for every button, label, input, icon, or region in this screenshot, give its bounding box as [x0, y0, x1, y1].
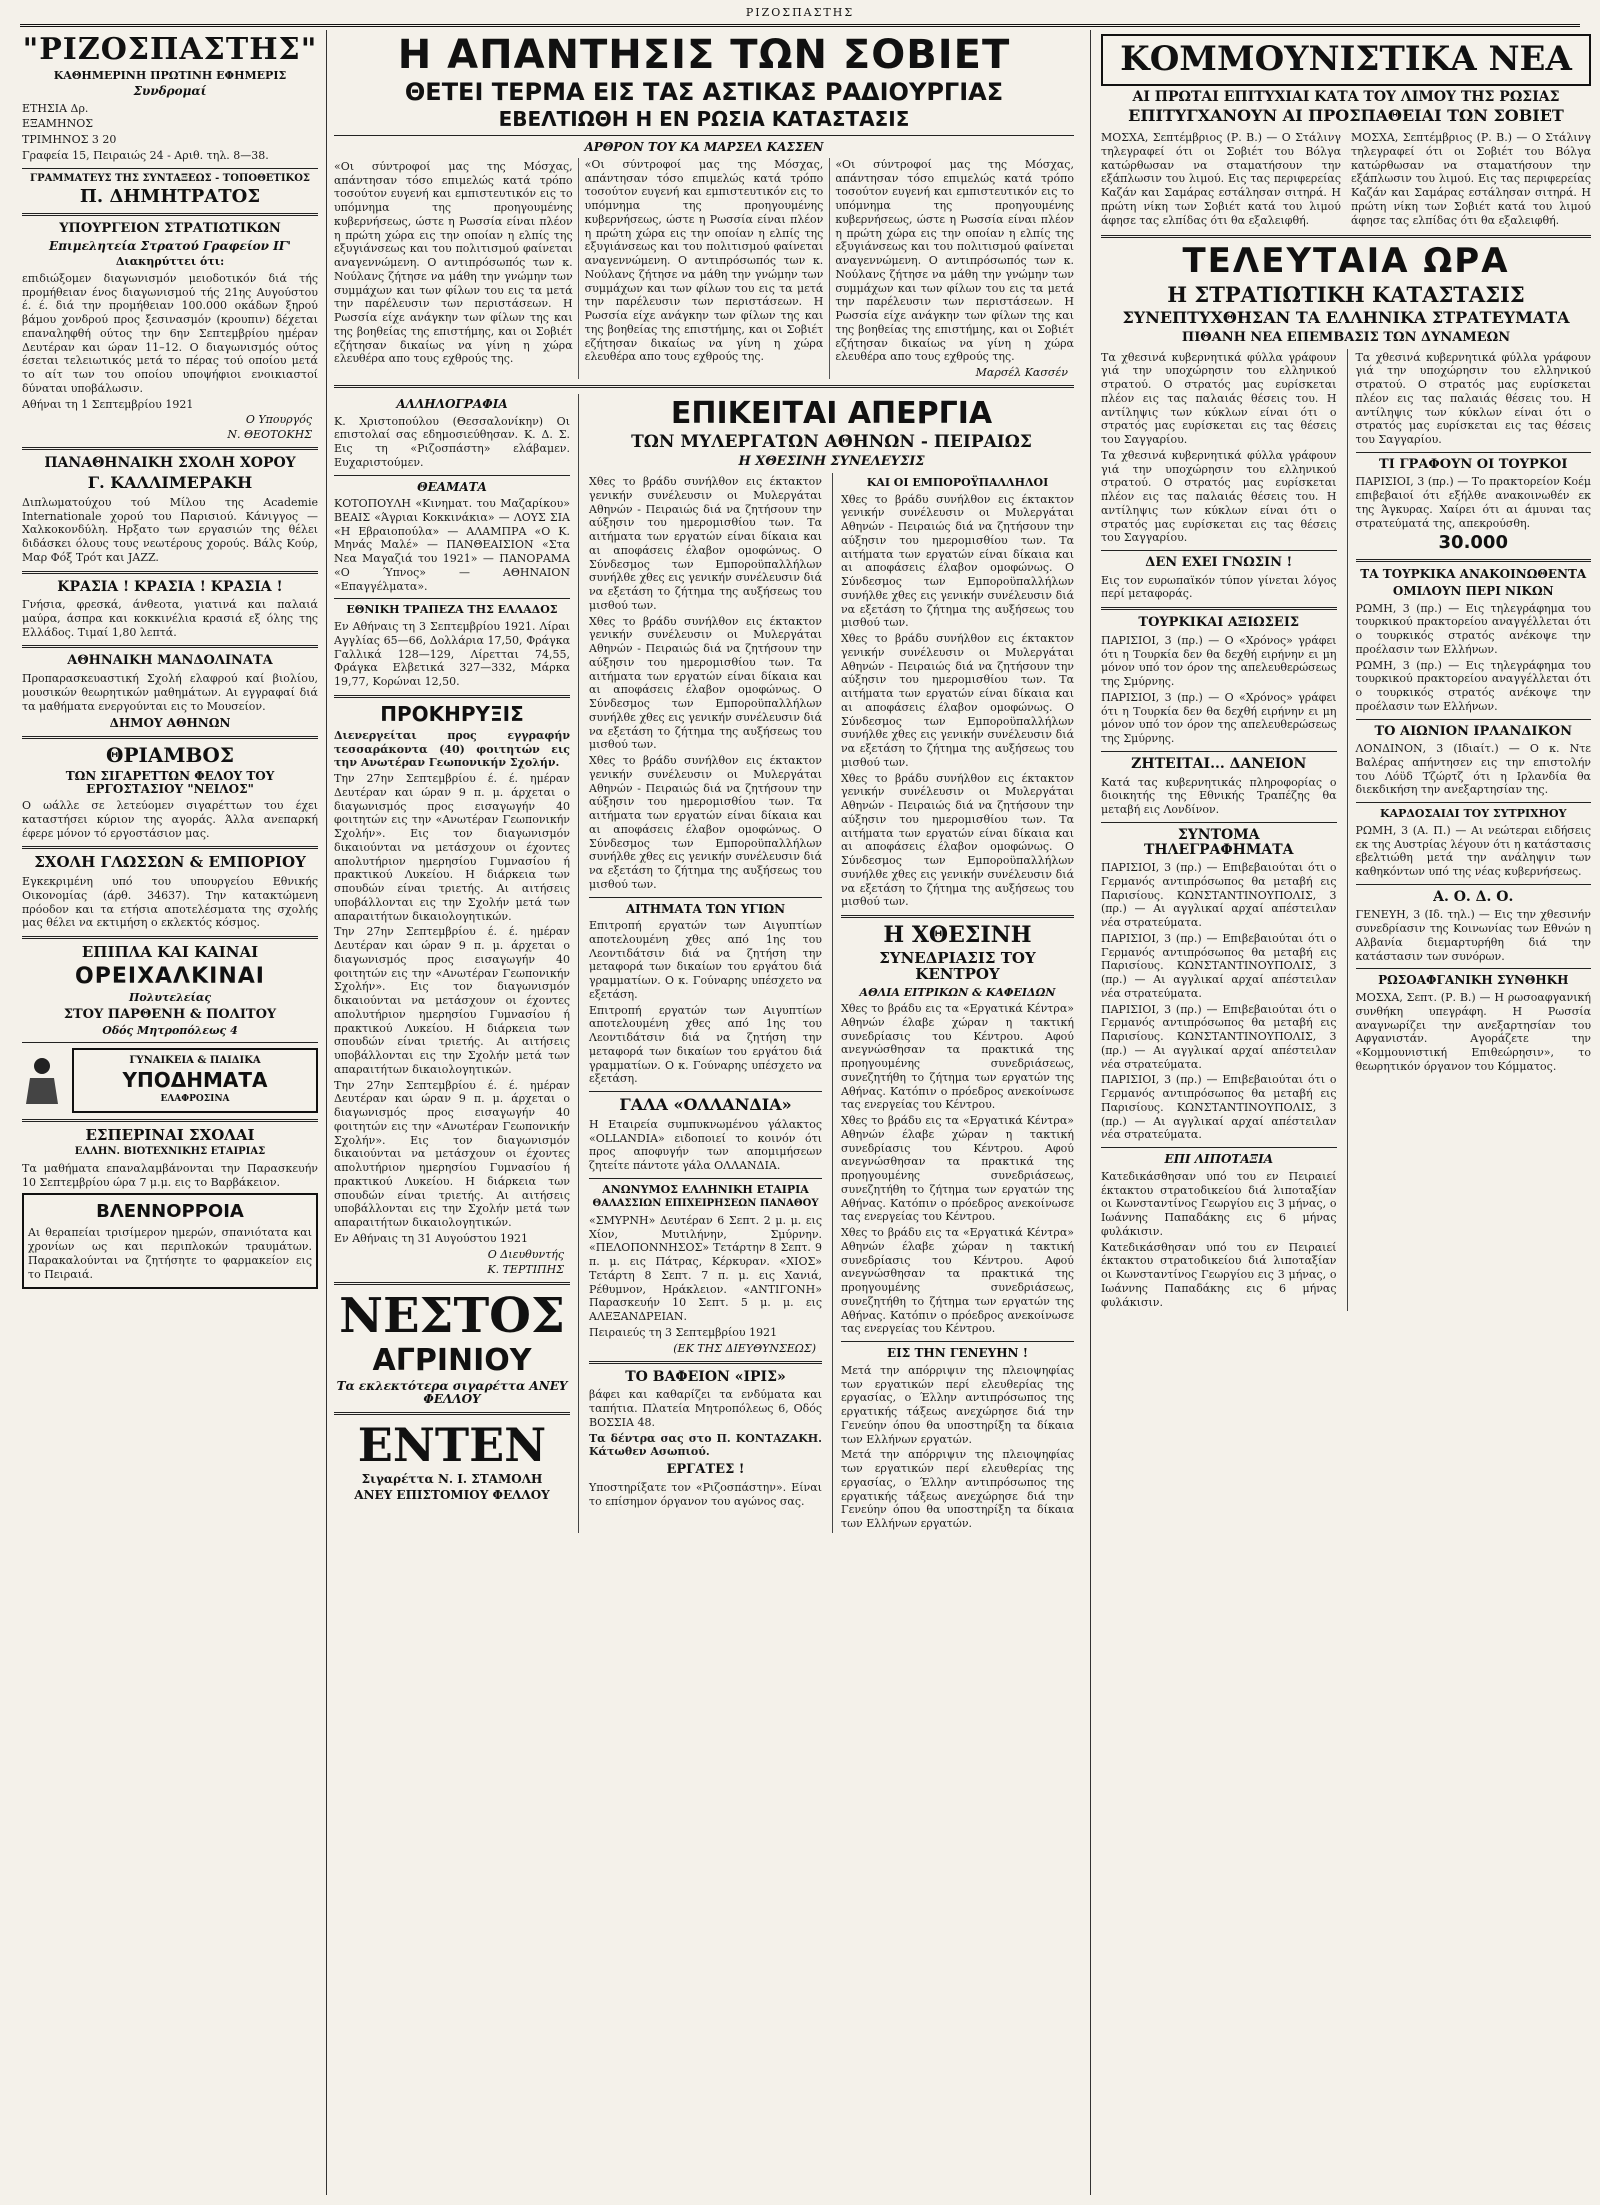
communist-news-box [1101, 34, 1591, 86]
communist-news-title: ΚΟΜΜΟΥΝΙΣΤΙΚΑ ΝΕΑ [1120, 39, 1572, 79]
turkish-claims-title: ΤΟΥΡΚΙΚΑΙ ΑΞΙΩΣΕΙΣ [1138, 615, 1300, 631]
turkish-claims-text: ΠΑΡΙΣΙΟΙ, 3 (πρ.) — Ο «Χρόνος» γράφει ότι η Τουρκία δεν θα δεχθή ειρήνην ει μη μόνον υπό τον όρον της απελευθερώσεως της Σμύρνης. [1101, 633, 1337, 689]
theatre-text: ΚΟΤΟΠΟΥΛΗ «Κινηματ. του Μαζαρίκου» ΒΕΑΙΣ «Άγριαι Κοκκινάκια» — ΛΟΥΣ ΣΙΑ «Η Εβραιοπούλα» — ΑΛΑΜΠΡΑ «Ο Κ. Μηνάς Μαλέ» — ΠΑΝΘΕΑΙΣΙΟΝ «Στα Νεα Μαγαζιά του 1921» — ΠΑΝΟΡΑΜΑ «Ο Ύπνος» — ΑΘΗΝΑΙΟΝ «Επαγγέλματα». [334, 497, 570, 593]
rate-line: Γραφεία 15, Πειραιώς 24 - Αριθ. τηλ. 8—38. [22, 148, 269, 162]
lead-article-text: «Οι σύντροφοί μας της Μόσχας, απάντησαν τόσο επιμελώς κατά τρόπο τοσούτον ευγενή και εμπιστευτικόν εις το υπόμνημα της προηγουμένης κυβερνήσεως, ώστε η Ρωσσία είναι πλέον η πρώτη χώρα εις την οποίαν η ελπίς της εξυγιάνσεως και του πολιτισμού φαίνεται αναγεννώμενη. Ο αντιπρόσωπός των κ. Νούλανς ζήτησε να μάθη την γνώμην των συμμάχων και των φίλων του εις τα μετά την παρέλευσιν των περιστάσεων. Η Ρωσσία είχε ανάγκην των φίλων της και της βοηθείας της επιστήμης, και οι Σοβιέτ εζήτησαν δικαίως να γίνη η χώρα ελευθέρα απο τους εχθρούς της. [835, 157, 1074, 364]
prok-title: ΠΡΟΚΗΡΥΞΙΣ [380, 701, 524, 726]
lang-school-text: Εγκεκριμένη υπό του υπουργείου Εθνικής Οικονομίας (άρθ. 34637). Την κατακτώμενη πρόοδον και τα ετήσια αποτελέσματα της σχολής μας θέλει να εκτιμήση ο εκλεκτός κόσμος. [22, 875, 318, 930]
loan-title: ΖΗΤΕΙΤΑΙ... ΔΑΝΕΙΟΝ [1131, 755, 1307, 772]
evening-title: ΕΣΠΕΡΙΝΑΙ ΣΧΟΛΑΙ [85, 1125, 255, 1144]
soviet-treaty-title: ΡΩΣΟΑΦΓΑΝΙΚΗ ΣΥΝΘΗΚΗ [1378, 973, 1569, 988]
right-subcol-b [1347, 349, 1592, 1312]
mandolin-text: Προπαρασκευαστική Σχολή ελαφρού καί βιολίου, μουσικών θεωρητικών μαθημάτων. Αι εγγραφαί διά τα μαθήματα ενεργούνται εις το Μουσείον. [22, 672, 318, 713]
rate-line: ΕΤΗΣΙΑ Δρ. [22, 101, 89, 115]
turkish-figure: 30.000 [1438, 532, 1508, 554]
page-masthead: ΡΙΖΟΣΠΑΣΤΗΣ [20, 6, 1580, 27]
dye-title: ΤΟ ΒΑΦΕΙΟΝ «ΙΡΙΣ» [625, 1368, 786, 1385]
sell-text: Τα δέντρα σας στο Π. ΚΟΝΤΑΖΑΚΗ. Κάτωθεν Ασωπιού. [589, 1431, 822, 1459]
center-subcol-bc [589, 394, 1074, 1533]
prok-sign: Ο Διευθυντής [487, 1247, 564, 1261]
triumph-text: Ο ωάλλε σε λετεύομεν σιγαρέττων του έχει καταστήσει κύριον της αγοράς. Άλλα ανεπαρκή έφερε μόνον τό εργοστάσιον μας. [22, 799, 318, 840]
left-column [22, 30, 327, 2195]
ship-text: «ΣΜΥΡΝΗ» Δευτέραν 6 Σεπτ. 2 μ. μ. εις Χίον, Μυτιλήνην, Σμύρνην. «ΠΕΛΟΠΟΝΝΗΣΟΣ» Τετάρτην 8 Σεπτ. 9 π. μ. εις Πάτρας, Κέρκυραν. «ΧΙΟΣ» Τετάρτη 8 Σεπτ. 7 π. μ. εις Χανιά, Ρέθυμνον, Ηράκλειον. «ΑΝΤΙΓΟΝΗ» Παρασκευήν 10 Σεπτ. 5 μ. μ. εις ΑΛΕΞΑΝΔΡΕΙΑΝ. [589, 1213, 822, 1324]
military-text: Τα χθεσινά κυβερνητικά φύλλα γράφουν γιά την υποχώρησιν του ελληνικού στρατού. Ο στρατός μας ευρίσκεται πλέον εις τας παλαιάς θέσεις του. Η αντίληψις των κύκλων είναι ότι ο στρατός μας ευρίσκεται εις τας θέσεις του Σαγγαρίου. [1101, 448, 1337, 545]
demand-text: Επιτροπή εργατών των Αιγυπτίων αποτελουμένη χθες από 1ης του Λεοντιδάτσιν διά να ζητήση την μεταφορά των δικαίων του εργάτου διά γραμματίων. Ο κ. Γούναρης υπέσχετο να εξετάση. [589, 919, 822, 1001]
dye-text: βάφει και καθαρίζει τα ενδύματα και ταπήτια. Πλατεία Μητροπόλεως 6, Οδός ΒΟΣΣΙΑ 48. [589, 1388, 822, 1429]
austria-title: ΚΑΡΔΟΣΑΙΑΙ ΤΟΥ ΣΥΤΡΙΧΗΟΥ [1380, 807, 1567, 821]
main-headline: Η ΑΠΑΝΤΗΣΙΣ ΤΩΝ ΣΟΒΙΕΤ [397, 32, 1011, 78]
main-subheadline: ΘΕΤΕΙ ΤΕΡΜΑ ΕΙΣ ΤΑΣ ΑΣΤΙΚΑΣ ΡΑΔΙΟΥΡΓΙΑΣ [404, 78, 1004, 106]
article-byline: ΑΡΘΡΟΝ ΤΟΥ ΚΑ ΜΑΡΣΕΛ ΚΑΣΣΕΝ [584, 140, 824, 155]
nestos-place: ΑΓΡΙΝΙΟΥ [372, 1342, 532, 1378]
prok-sub: Διενεργείται προς εγγραφήν τεσσαράκοντα (40) φοιτητών εις την Ανωτέραν Γεωπονικήν Σχολήν. [334, 728, 570, 770]
turkish-text: ΠΑΡΙΣΙΟΙ, 3 (πρ.) — Το πρακτορείον Κοέμ επιβεβαιοί ότι εξήλθε ανακοινωθέν εκ της Άγκυρας. Χαίρει ότι αι άμυναι τας στρατεύματά της, απεκρούσθη. [1355, 475, 1591, 530]
center-subcol-a [334, 394, 579, 1533]
strike-text: Χθες το βράδυ συνήλθον εις έκτακτον γενικήν συνέλευσιν οι Μυλεργάται Αθηνών - Πειραιώς διά να ζητήσουν την αύξησιν του ημερομισθίου των. Τα αιτήματα των εργατών είναι δίκαια και αι αποφάσεις έλαβον ομοφώνως. Ο Σύνδεσμος των Εμποροϋπαλλήλων συνήλθε χθες εις γενικήν συνέλευσιν διά να εξετάση το ζήτημα της αυξήσεως του μισθού των. [841, 632, 1074, 769]
strike-col-2 [832, 473, 1074, 1533]
right-column [1090, 30, 1591, 2195]
shoes-big: ΥΠΟΔΗΜΑΤΑ [122, 1068, 268, 1093]
desertion-text: Κατεδικάσθησαν υπό του εν Πειραιεί έκτακτου στρατοδικείου διά λιποταξίαν οι Κωνσταντίνος Γεωργίου εις 3 μήνας, ο Ιωάννης Παπαδάκης εις 6 μήνας φυλάκισιν. [1101, 1169, 1337, 1238]
paper-subtitle: ΚΑΘΗΜΕΡΙΝΗ ΠΡΩΤΙΝΗ ΕΦΗΜΕΡΙΣ [53, 68, 287, 82]
strike-text: Χθες το βράδυ συνήλθον εις έκτακτον γενικήν συνέλευσιν οι Μυλεργάται Αθηνών - Πειραιώς διά να ζητήσουν την αύξησιν του ημερομισθίου των. Τα αιτήματα των εργατών είναι δίκαια και αι αποφάσεις έλαβον ομοφώνως. Ο Σύνδεσμος των Εμποροϋπαλλήλων συνήλθε χθες εις γενικήν συνέλευσιν διά να εξετάση το ζήτημα της αυξήσεως του μισθού των. [841, 771, 1074, 909]
ministry-sub2: Διακηρύττει ότι: [115, 255, 225, 269]
triumph-title: ΘΡΙΑΜΒΟΣ [106, 742, 234, 767]
telegrams-text: ΠΑΡΙΣΙΟΙ, 3 (πρ.) — Επιβεβαιούται ότι ο Γερμανός αντιπρόσωπος θα μεταβή εις Παρισίους. ΚΩΝΣΤΑΝΤΙΝΟΥΠΟΛΙΣ, 3 (πρ.) — Αι αγγλικαί αρχαί απέστειλαν νέα στρατεύματα. [1101, 1073, 1337, 1142]
medical-title: ΒΛΕΝΝΟΡΡΟΙΑ [96, 1201, 244, 1223]
ship-date: Πειραιεύς τη 3 Σεπτεμβρίου 1921 [589, 1325, 778, 1339]
ministry-date: Αθήναι τη 1 Σεπτεμβρίου 1921 [22, 397, 194, 411]
strike-meeting-title: Η ΧΘΕΣΙΝΗ ΣΥΝΕΛΕΥΣΙΣ [738, 454, 925, 470]
military-text: Τα χθεσινά κυβερνητικά φύλλα γράφουν γιά την υποχώρησιν του ελληνικού στρατού. Ο στρατός μας ευρίσκεται πλέον εις τας παλαιάς θέσεις του. Η αντίληψις των κύκλων είναι ότι ο στρατός μας ευρίσκεται εις τας θέσεις του Σαγγαρίου. [1101, 350, 1337, 447]
lead-article-text: «Οι σύντροφοί μας της Μόσχας, απάντησαν τόσο επιμελώς κατά τρόπο τοσούτον ευγενή και εμπιστευτικόν εις το υπόμνημα της προηγουμένης κυβερνήσεως, ώστε η Ρωσσία είναι πλέον η πρώτη χώρα εις την οποίαν η ελπίς της εξυγιάνσεως και του πολιτισμού φαίνεται αναγεννώμενη. Ο αντιπρόσωπός των κ. Νούλανς ζήτησε να μάθη την γνώμην των συμμάχων και των φίλων του εις τα μετά την παρέλευσιν των περιστάσεων. Η Ρωσσία είχε ανάγκην των φίλων της και της βοηθείας της επιστήμης, και οι Σοβιέτ εζήτησαν δικαίως να γίνη η χώρα ελευθέρα απο τους εχθρούς της. [334, 159, 573, 366]
enten-maker: Σιγαρέττα Ν. Ι. ΣΤΑΜΟΛΗ [361, 1471, 543, 1486]
meeting-sub: ΑΘΛΙΑ ΕΙΤΡΙΚΩΝ & ΚΑΦΕΙΔΩΝ [859, 985, 1056, 999]
strike-subheadline: ΤΩΝ ΜΥΛΕΡΓΑΤΩΝ ΑΘΗΝΩΝ - ΠΕΙΡΑΙΩΣ [631, 431, 1032, 452]
turkish-claims-text: ΠΑΡΙΣΙΟΙ, 3 (πρ.) — Ο «Χρόνος» γράφει ότι η Τουρκία δεν θα δεχθή ειρήνην ει μη μόνον υπό τον όρον της απελευθερώσεως της Σμύρνης. [1101, 690, 1337, 746]
irish-text: ΛΟΝΔΙΝΟΝ, 3 (Ιδιαίτ.) — Ο κ. Ντε Βαλέρας απήντησεν εις την επιστολήν του Λόϋδ Τζώρτζ ότι η Ιρλανδία θα διεκδικήση την ανεξαρτησίαν της. [1355, 742, 1591, 797]
lead-article-sign: Μαρσέλ Κασσέν [975, 366, 1068, 380]
soviet-treaty-text: ΜΟΣΧΑ, Σεπτ. (Ρ. Β.) — Η ρωσοαφγανική συνθήκη υπεγράφη. Η Ρωσσία αναγνωρίζει την ανεξαρτησίαν του Αφγανιστάν. Αγοράζετε την «Κομμουνιστική Επιθεώρησιν», το θεωρητικόν όργανον του Κόμματος. [1355, 991, 1591, 1073]
demand-text: Επιτροπή εργατών των Αιγυπτίων αποτελουμένη χθες από 1ης του Λεοντιδάτσιν διά να ζητήση την μεταφορά των δικαίων του εργάτου διά γραμματίων. Ο κ. Γούναρης υπέσχετο να εξετάση. [589, 1003, 822, 1086]
evening-sub: ΕΛΛΗΝ. ΒΙΟΤΕΧΝΙΚΗΣ ΕΤΑΙΡΙΑΣ [74, 1146, 266, 1158]
meeting-text: Χθες το βράδυ εις τα «Εργατικά Κέντρα» Αθηνών έλαβε χώραν η τακτική συνεδρίασις του Κέντρου. Αφού ανεγνώσθησαν τα πρακτικά της προηγουμένης συνεδριάσεως, συνεζητήθη το ζήτημα των εργατών της Αθήνας. Κατόπιν ο πρόεδρος ανεκοίνωσε τας ενεργείας του Κέντρου. [841, 1114, 1074, 1224]
strike-text: Χθες το βράδυ συνήλθον εις έκτακτον γενικήν συνέλευσιν οι Μυλεργάται Αθηνών - Πειραιώς διά να ζητήσουν την αύξησιν του ημερομισθίου των. Τα αιτήματα των εργατών είναι δίκαια και αι αποφάσεις έλαβον ομοφώνως. Ο Σύνδεσμος των Εμποροϋπαλλήλων συνήλθε χθες εις γενικήν συνέλευσιν διά να εξετάση το ζήτημα της αυξήσεως του μισθού των. [841, 492, 1074, 630]
notes-title: ΑΛΛΗΛΟΓΡΑΦΙΑ [396, 397, 508, 412]
furniture-shop: ΣΤΟΥ ΠΑΡΘΕΝΗ & ΠΟΛΙΤΟΥ [63, 1006, 277, 1022]
rate-line: ΕΞΑΜΗΝΟΣ [22, 117, 93, 131]
furniture-address: Οδός Μητροπόλεως 4 [102, 1024, 238, 1038]
last-hour-title: ΤΕΛΕΥΤΑΙΑ ΩΡΑ [1182, 241, 1510, 282]
irish-title: ΤΟ ΑΙΩΝΙΟΝ ΙΡΛΑΝΔΙΚΟΝ [1374, 723, 1573, 739]
military-sub2: ΠΙΘΑΝΗ ΝΕΑ ΕΠΕΜΒΑΣΙΣ ΤΩΝ ΔΥΝΑΜΕΩΝ [1181, 329, 1511, 345]
theatre-title: ΘΕΑΜΑΤΑ [417, 479, 487, 494]
ship-sub: ΘΑΛΑΣΣΙΩΝ ΕΠΙΧΕΙΡΗΣΕΩΝ ΠΑΝΑΘΟΥ [592, 1198, 819, 1210]
loan-text: Κατά τας κυβερνητικάς πληροφορίας ο διοικητής της Εθνικής Τραπέζης θα μεταβή εις Λονδίνον. [1101, 775, 1337, 817]
wine-title: ΚΡΑΣΙΑ ! ΚΡΑΣΙΑ ! ΚΡΑΣΙΑ ! [57, 578, 283, 595]
turkish-report-sub: ΟΜΙΛΟΥΝ ΠΕΡΙ ΝΙΚΩΝ [1392, 583, 1554, 598]
dance-title: ΠΑΝΑΘΗΝΑΙΚΗ ΣΧΟΛΗ ΧΟΡΟΥ [44, 455, 296, 472]
furniture-big: ΟΡΕΙΧΑΛΚΙΝΑΙ [75, 963, 265, 989]
telegrams-text: ΠΑΡΙΣΙΟΙ, 3 (πρ.) — Επιβεβαιούται ότι ο Γερμανός αντιπρόσωπος θα μεταβή εις Παρισίους. ΚΩΝΣΤΑΝΤΙΝΟΥΠΟΛΙΣ, 3 (πρ.) — Αι αγγλικαί αρχαί απέστειλαν νέα στρατεύματα. [1101, 861, 1337, 930]
paper-title: "ΡΙΖΟΣΠΑΣΤΗΣ" [22, 32, 318, 67]
prok-text: Την 27ην Σεπτεμβρίου έ. έ. ημέραν Δευτέραν και ώραν 9 π. μ. άρχεται ο διαγωνισμός προς εισαγωγήν 40 φοιτητών εις την «Ανωτέραν Γεωπονικήν Σχολήν». Εις τον διαγωνισμόν δικαιούνται να μετάσχουν οι έχοντες απολυτήριον ημερησίου Γυμνασίου ή πρακτικού Λυκείου. Η διάρκεια των σπουδών είναι τριετής. Αι αιτήσεις υποβάλλονται εις την Σχολήν μετά των απαραιτήτων δικαιολογητικών. [334, 925, 570, 1076]
aodo-title: Α. Ο. Δ. Ο. [1433, 888, 1514, 905]
subscription-label: Συνδρομαί [133, 84, 207, 99]
notes-text: Κ. Χριστοπούλου (Θεσσαλονίκην) Οι επιστολαί σας εδημοσιεύθησαν. Κ. Δ. Σ. Εις τη «Ριζοσπάστη» ελάβαμεν. Ευχαριστούμεν. [334, 414, 570, 469]
strike-col-1 [589, 473, 822, 1533]
workers-text: Υποστηρίξατε τον «Ριζοσπάστην». Είναι το επίσημον όργανον του αγώνος σας. [589, 1480, 822, 1508]
ministry-title: ΥΠΟΥΡΓΕΙΟΝ ΣΤΡΑΤΙΩΤΙΚΩΝ [59, 221, 281, 237]
birthday-text: Μετά την απόρριψιν της πλειοψηφίας των εργατικών περί ελευθερίας της εργασίας, ο Έλλην αντιπρόσωπος της εργατικής τάξεως ανεχώρησε διά την Γενεύην όπου θα υποστηρίξη τα δίκαια των Ελλήνων εργατών. [841, 1363, 1074, 1446]
ministry-text: επιδιώξομεν διαγωνισμόν μειοδοτικόν διά τής προμήθειαν ένος διαγωνισμού τής 21ης Αυγούστου έ. έ. διά την προμήθειαν 100.000 οκάδων ξηρού βάμου χονδρού προς ξεσινασμόν (κρουπιν) δέχεται επαναληφθή ούτος την 6ην Σεπτεμβρίου ημέραν Δευτέραν και ώραν 11–12. Ο διαγωνισμός ούτος έσεται τελειωτικός μετά το πέρας τού οποίου μετά το αίτ των του οποίου υποψήφιοι ενοικιαστοί δύναται υποβάλωσιν. [22, 271, 318, 395]
desertion-title: ΕΠΙ ΛΙΠΟΤΑΞΙΑ [1164, 1152, 1274, 1167]
telegrams-text: ΠΑΡΙΣΙΟΙ, 3 (πρ.) — Επιβεβαιούται ότι ο Γερμανός αντιπρόσωπος θα μεταβή εις Παρισίους. ΚΩΝΣΤΑΝΤΙΝΟΥΠΟΛΙΣ, 3 (πρ.) — Αι αγγλικαί αρχαί απέστειλαν νέα στρατεύματα. [1101, 1002, 1337, 1071]
editor-label: ΓΡΑΜΜΑΤΕΥΣ ΤΗΣ ΣΥΝΤΑΞΕΩΣ - ΤΟΠΟΘΕΤΙΚΟΣ [30, 172, 310, 184]
bank-text: Εν Αθήναις τη 3 Σεπτεμβρίου 1921. Λίραι Αγγλίας 65—66, Δολλάρια 17,50, Φράγκα Γαλλικά 128—129, Λίρετται 74,55, Φράγκα Ελβετικά 327—332, Μάρκα 19,77, Κορώναι 12,50. [334, 620, 570, 689]
prok-sign-name: Κ. ΤΕΡΤΙΠΗΣ [487, 1262, 564, 1276]
communist-news-sub2: ΕΠΙΤΥΓΧΑΝΟΥΝ ΑΙ ΠΡΟΣΠΑΘΕΙΑΙ ΤΩΝ ΣΟΒΙΕΤ [1128, 106, 1564, 126]
meeting-subheadline: ΣΥΝΕΔΡΙΑΣΙΣ ΤΟΥ ΚΕΝΤΡΟΥ [879, 949, 1036, 983]
bank-title: ΕΘΝΙΚΗ ΤΡΑΠΕΖΑ ΤΗΣ ΕΛΛΑΔΟΣ [346, 603, 558, 617]
shoes-sub: ΕΛΑΦΡΟΣΙΝΑ [160, 1094, 230, 1105]
mandolin-address: ΔΗΜΟΥ ΑΘΗΝΩΝ [109, 716, 231, 731]
ministry-sub: Επιμελητεία Στρατού Γραφείον ΙΓ' [49, 238, 291, 253]
enten-brand: ΕΝΤΕΝ [357, 1417, 547, 1472]
aodo-text: ΓΕΝΕΥΗ, 3 (Ιδ. τηλ.) — Εις την χθεσινήν συνεδρίασιν της Κοινωνίας των Εθνών η Αλβανία διεμαρτυρήθη διά την κατάστασιν των συνόρων. [1355, 908, 1591, 963]
strike-text: Χθες το βράδυ συνήλθον εις έκτακτον γενικήν συνέλευσιν οι Μυλεργάται Αθηνών - Πειραιώς διά να ζητήσουν την αύξησιν του ημερομισθίου των. Τα αιτήματα των εργατών είναι δίκαια και αι αποφάσεις έλαβον ομοφώνως. Ο Σύνδεσμος των Εμποροϋπαλλήλων συνήλθε χθες εις γενικήν συνέλευσιν διά να εξετάση το ζήτημα της αυξήσεως του μισθού των. [589, 754, 822, 891]
birthday-title: ΕΙΣ ΤΗΝ ΓΕΝΕΥΗΝ ! [887, 1346, 1028, 1361]
milk-title: ΓΑΛΑ «ΟΛΛΑΝΔΙΑ» [619, 1095, 792, 1115]
center-column [334, 30, 1074, 2195]
austria-text: ΡΩΜΗ, 3 (Α. Π.) — Αι νεώτεραι ειδήσεις εκ της Αυστρίας λέγουν ότι η κατάστασις εβελτιώθη μετά την ανάληψιν των καθηκόντων υπό της νέας κυβερνήσεως. [1355, 823, 1591, 878]
turkish-report-title: ΤΑ ΤΟΥΡΚΙΚΑ ΑΝΑΚΟΙΝΩΘΕΝΤΑ [1360, 567, 1587, 582]
nestos-tagline: Τα εκλεκτότερα σιγαρέττα ΑΝΕΥ ΦΕΛΛΟΥ [336, 1379, 568, 1406]
communist-news-text: ΜΟΣΧΑ, Σεπτέμβριος (Ρ. Β.) — Ο Στάλινγ τηλεγραφεί ότι οι Σοβιέτ του Βόλγα κατώρθωσαν να σταματήσουν την εξάπλωσιν του λιμού. Εις τας περιφερείας Καζάν και Σαμάρας εστάλησαν σιτηρά. Η πρώτη νίκη των Σοβιέτ κατά του λιμού άφησε τας ελπίδας ότι θα εξαλειφθή. [1101, 131, 1341, 227]
triumph-sub: ΤΩΝ ΣΙΓΑΡΕΤΤΩΝ ΦΕΛΟΥ ΤΟΥ ΕΡΓΟΣΤΑΣΙΟΥ "ΝΕΙΛΟΣ" [65, 768, 275, 796]
strike-sub: ΚΑΙ ΟΙ ΕΜΠΟΡΟΫΠΑΛΛΗΛΟΙ [866, 476, 1049, 490]
prok-date: Εν Αθήναις τη 31 Αυγούστου 1921 [334, 1231, 529, 1245]
turkish-title: ΤΙ ΓΡΑΦΟΥΝ ΟΙ ΤΟΥΡΚΟΙ [1379, 456, 1568, 472]
shoes-ad [22, 1048, 318, 1113]
prok-text: Την 27ην Σεπτεμβρίου έ. έ. ημέραν Δευτέραν και ώραν 9 π. μ. άρχεται ο διαγωνισμός προς εισαγωγήν 40 φοιτητών εις την «Ανωτέραν Γεωπονικήν Σχολήν». Εις τον διαγωνισμόν δικαιούνται να μετάσχουν οι έχοντες απολυτήριον ημερησίου Γυμνασίου ή πρακτικού Λυκείου. Η διάρκεια των σπουδών είναι τριετής. Αι αιτήσεις υποβάλλονται εις την Σχολήν μετά των απαραιτήτων δικαιολογητικών. [334, 772, 570, 923]
nestos-brand: ΝΕΣΤΟΣ [339, 1287, 565, 1344]
desertion-text: Κατεδικάσθησαν υπό του εν Πειραιεί έκτακτου στρατοδικείου διά λιποταξίαν οι Κωνσταντίνος Γεωργίου εις 3 μήνας, ο Ιωάννης Παπαδάκης εις 6 μήνας φυλάκισιν. [1101, 1240, 1337, 1309]
turkish-report-text: ΡΩΜΗ, 3 (πρ.) — Εις τηλεγράφημα του τουρκικού πρακτορείου αναγγέλλεται ότι ο τουρκικός στρατός ανέκοψε την προέλασιν των Ελλήνων. [1355, 601, 1591, 656]
milk-text: Η Εταιρεία συμπυκνωμένου γάλακτος «OLLANDIA» ειδοποιεί το κοινόν ότι προς αποφυγήν των απομιμήσεων ζητείτε πάντοτε γάλα ΟΛΛΑΝΔΙΑ. [589, 1117, 822, 1173]
ship-title: ΑΝΩΝΥΜΟΣ ΕΛΛΗΝΙΚΗ ΕΤΑΙΡΙΑ [602, 1182, 809, 1196]
lang-school-title: ΣΧΟΛΗ ΓΛΩΣΣΩΝ & ΕΜΠΟΡΙΟΥ [34, 853, 306, 872]
lady-figure-icon [22, 1056, 62, 1104]
military-sub1: ΣΥΝΕΠΤΥΧΘΗΣΑΝ ΤΑ ΕΛΛΗΝΙΚΑ ΣΤΡΑΤΕΥΜΑΤΑ [1122, 308, 1570, 328]
furniture-title: ΕΠΙΠΛΑ ΚΑΙ ΚΑΙΝΑΙ [81, 943, 259, 962]
dance-text: Διπλωματούχου τού Μίλου της Academie Internationale χορού του Παρισιού. Κάνιγγος — Χαλκοκονδύλη. Ηρξατο των εργασιών της θέλει διδάσκει όλους τους νεωτέρους χορούς. Βάλς Κούρ, Μαρ Φόξ Τρότ και JAZZ. [22, 495, 318, 564]
demand-title: ΑΙΤΗΜΑΤΑ ΤΩΝ ΥΓΙΩΝ [625, 901, 786, 916]
communist-news-sub1: ΑΙ ΠΡΩΤΑΙ ΕΠΙΤΥΧΙΑΙ ΚΑΤΑ ΤΟΥ ΛΙΜΟΥ ΤΗΣ ΡΩΣΙΑΣ [1132, 88, 1560, 105]
editor-name: Π. ΔΗΜΗΤΡΑΤΟΣ [79, 186, 261, 208]
strike-text: Χθες το βράδυ συνήλθον εις έκτακτον γενικήν συνέλευσιν οι Μυλεργάται Αθηνών - Πειραιώς διά να ζητήσουν την αύξησιν του ημερομισθίου των. Τα αιτήματα των εργατών είναι δίκαια και αι αποφάσεις έλαβον ομοφώνως. Ο Σύνδεσμος των Εμποροϋπαλλήλων συνήλθε χθες εις γενικήν συνέλευσιν διά να εξετάση το ζήτημα της αυξήσεως του μισθού των. [589, 475, 822, 612]
ship-sign: (ΕΚ ΤΗΣ ΔΙΕΥΘΥΝΣΕΩΣ) [673, 1341, 816, 1355]
ministry-sign-name: Ν. ΘΕΟΤΟΚΗΣ [227, 428, 312, 442]
main-subheadline-2: ΕΒΕΛΤΙΩΘΗ Η ΕΝ ΡΩΣΙΑ ΚΑΤΑΣΤΑΣΙΣ [498, 107, 910, 132]
telegrams-text: ΠΑΡΙΣΙΟΙ, 3 (πρ.) — Επιβεβαιούται ότι ο Γερμανός αντιπρόσωπος θα μεταβή εις Παρισίους. ΚΩΝΣΤΑΝΤΙΝΟΥΠΟΛΙΣ, 3 (πρ.) — Αι αγγλικαί αρχαί απέστειλαν νέα στρατεύματα. [1101, 931, 1337, 1000]
meeting-headline: Η ΧΘΕΣΙΝΗ [883, 922, 1032, 949]
unknown-title: ΔΕΝ ΕΧΕΙ ΓΝΩΣΙΝ ! [1145, 555, 1293, 571]
telegrams-title: ΣΥΝΤΟΜΑ ΤΗΛΕΓΡΑΦΗΜΑΤΑ [1143, 826, 1294, 858]
right-lower [1101, 349, 1591, 1312]
shoes-top: ΓΥΝΑΙΚΕΙΑ & ΠΑΙΔΙΚΑ [129, 1054, 261, 1066]
meeting-text: Χθες το βράδυ εις τα «Εργατικά Κέντρα» Αθηνών έλαβε χώραν η τακτική συνεδρίασις του Κέντρου. Αφού ανεγνώσθησαν τα πρακτικά της προηγουμένης συνεδριάσεως, συνεζητήθη το ζήτημα των εργατών της Αθήνας. Κατόπιν ο πρόεδρος ανεκοίνωσε τας ενεργείας του Κέντρου. [841, 1002, 1074, 1112]
right-subcol-a [1101, 349, 1337, 1312]
military-text: Τα χθεσινά κυβερνητικά φύλλα γράφουν γιά την υποχώρησιν του ελληνικού στρατού. Ο στρατός μας ευρίσκεται πλέον εις τας παλαιάς θέσεις του. Η αντίληψις των κύκλων είναι ότι ο στρατός μας ευρίσκεται εις τας θέσεις του Σαγγαρίου. [1355, 350, 1591, 447]
dance-name: Γ. ΚΑΛΛΙΜΕΡΑΚΗ [87, 473, 253, 492]
evening-text: Τα μαθήματα επαναλαμβάνονται την Παρασκευήν 10 Σεπτεμβρίου ώρα 7 μ.μ. εις το Βαρβάκειον. [22, 1161, 318, 1189]
furniture-sub: Πολυτελείας [128, 991, 212, 1004]
meeting-text: Χθες το βράδυ εις τα «Εργατικά Κέντρα» Αθηνών έλαβε χώραν η τακτική συνεδρίασις του Κέντρου. Αφού ανεγνώσθησαν τα πρακτικά της προηγουμένης συνεδριάσεως, συνεζητήθη το ζήτημα των εργατών της Αθήνας. Κατόπιν ο πρόεδρος ανεκοίνωσε τας ενεργείας του Κέντρου. [841, 1226, 1074, 1336]
lead-article [334, 158, 1074, 379]
mandolin-title: ΑΘΗΝΑΙΚΗ ΜΑΝΔΟΛΙΝΑΤΑ [67, 653, 273, 669]
turkish-report-text: ΡΩΜΗ, 3 (πρ.) — Εις τηλεγράφημα του τουρκικού πρακτορείου αναγγέλλεται ότι ο τουρκικός στρατός ανέκοψε την προέλασιν των Ελλήνων. [1355, 658, 1591, 713]
birthday-text: Μετά την απόρριψιν της πλειοψηφίας των εργατικών περί ελευθερίας της εργασίας, ο Έλλην αντιπρόσωπος της εργατικής τάξεως ανεχώρησε διά την Γενεύην όπου θα υποστηρίξη τα δίκαια των Ελλήνων εργατών. [841, 1448, 1074, 1531]
ministry-sign: Ο Υπουργός [245, 413, 312, 427]
prok-text: Την 27ην Σεπτεμβρίου έ. έ. ημέραν Δευτέραν και ώραν 9 π. μ. άρχεται ο διαγωνισμός προς εισαγωγήν 40 φοιτητών εις την «Ανωτέραν Γεωπονικήν Σχολήν». Εις τον διαγωνισμόν δικαιούνται να μετάσχουν οι έχοντες απολυτήριον ημερησίου Γυμνασίου ή πρακτικού Λυκείου. Η διάρκεια των σπουδών είναι τριετής. Αι αιτήσεις υποβάλλονται εις την Σχολήν μετά των απαραιτήτων δικαιολογητικών. [334, 1078, 570, 1230]
medical-text: Αι θεραπείαι τρισίμερον ημερών, σπανιότατα και χρονίων ως και περιπλοκών τραυμάτων. Παρακαλούνται να ζητήσητε το φαρμακείον εις το Πειραιά. [28, 1226, 312, 1281]
unknown-text: Εις τον ευρωπαϊκόν τύπον γίνεται λόγος περί μεταφοράς. [1101, 573, 1337, 601]
center-lower [334, 394, 1074, 1533]
strike-text: Χθες το βράδυ συνήλθον εις έκτακτον γενικήν συνέλευσιν οι Μυλεργάται Αθηνών - Πειραιώς διά να ζητήσουν την αύξησιν του ημερομισθίου των. Τα αιτήματα των εργατών είναι δίκαια και αι αποφάσεις έλαβον ομοφώνως. Ο Σύνδεσμος των Εμποροϋπαλλήλων συνήλθε χθες εις γενικήν συνέλευσιν διά να εξετάση το ζήτημα της αυξήσεως του μισθού των. [589, 614, 822, 752]
communist-news-text: ΜΟΣΧΑ, Σεπτέμβριος (Ρ. Β.) — Ο Στάλινγ τηλεγραφεί ότι οι Σοβιέτ του Βόλγα κατώρθωσαν να σταματήσουν την εξάπλωσιν του λιμού. Εις τας περιφερείας Καζάν και Σαμάρας εστάλησαν σιτηρά. Η πρώτη νίκη των Σοβιέτ κατά του λιμού άφησε τας ελπίδας ότι θα εξαλειφθή. [1351, 131, 1591, 227]
medical-ad [22, 1193, 318, 1289]
wine-text: Γνήσια, φρεσκά, άνθεοτα, γιατινά και παλαιά μαύρα, άσπρα και κοκκινέλια κρασιά εξ όλης της Ελλάδος. Τιμαί 1,80 λεπτά. [22, 598, 318, 639]
enten-tagline: ΑΝΕΥ ΕΠΙΣΤΟΜΙΟΥ ΦΕΛΛΟΥ [354, 1488, 550, 1503]
rate-line: ΤΡΙΜΗΝΟΣ 3 20 [22, 133, 117, 147]
military-title: Η ΣΤΡΑΤΙΩΤΙΚΗ ΚΑΤΑΣΤΑΣΙΣ [1167, 282, 1525, 308]
workers-title: ΕΡΓΑΤΕΣ ! [666, 1462, 745, 1478]
lead-article-text: «Οι σύντροφοί μας της Μόσχας, απάντησαν τόσο επιμελώς κατά τρόπο τοσούτον ευγενή και εμπιστευτικόν εις το υπόμνημα της προηγουμένης κυβερνήσεως, ώστε η Ρωσσία είναι πλέον η πρώτη χώρα εις την οποίαν η ελπίς της εξυγιάνσεως και του πολιτισμού φαίνεται αναγεννώμενη. Ο αντιπρόσωπός των κ. Νούλανς ζήτησε να μάθη την γνώμην των συμμάχων και των φίλων του εις τα μετά την παρέλευσιν των περιστάσεων. Η Ρωσσία είχε ανάγκην των φίλων της και της βοηθείας της επιστήμης, και οι Σοβιέτ εζήτησαν δικαίως να γίνη η χώρα ελευθέρα απο τους εχθρούς της. [584, 157, 824, 364]
strike-headline: ΕΠΙΚΕΙΤΑΙ ΑΠΕΡΓΙΑ [670, 396, 993, 432]
